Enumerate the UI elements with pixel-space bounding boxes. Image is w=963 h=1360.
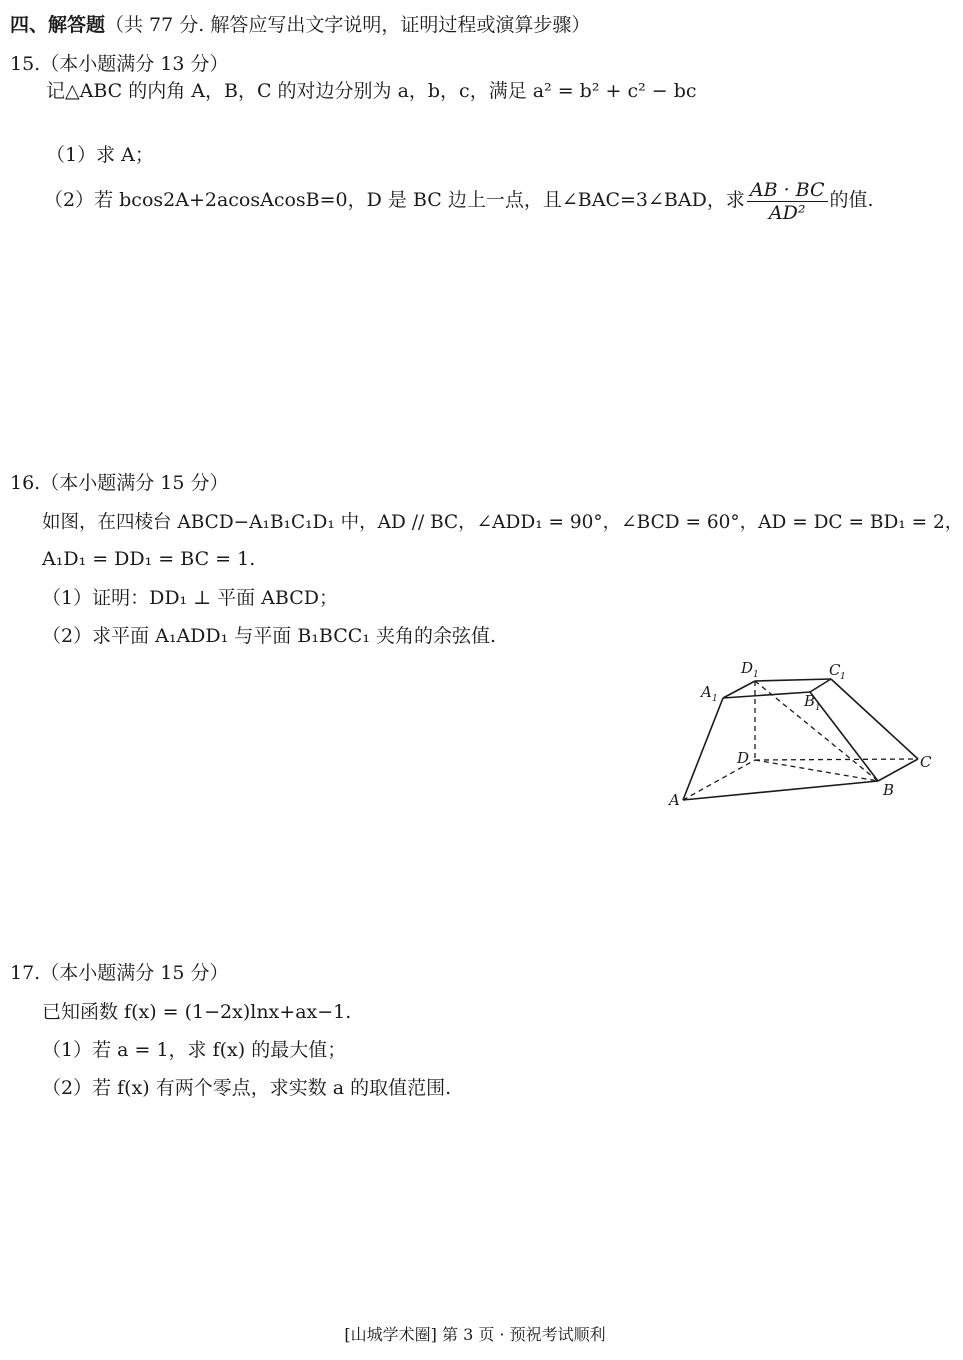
- edge-DC-hidden: [755, 759, 918, 760]
- q15-part2-condition: bcos2A+2acosAcosB=0，: [119, 189, 367, 211]
- label-B1: B: [804, 692, 816, 710]
- label-A1-sub: 1: [712, 694, 718, 704]
- label-A1: A: [701, 683, 712, 701]
- edge-AA1: [683, 698, 723, 800]
- section-title: 四、解答题: [10, 14, 106, 36]
- q17-header: 17.（本小题满分 15 分）: [10, 962, 229, 984]
- q15-partial-bottom-line: （1）求 A；: [46, 144, 154, 166]
- edge-A1B1: [723, 692, 810, 698]
- label-C: C: [920, 753, 932, 771]
- q17-part1: （1）若 a = 1，求 f(x) 的最大值；: [42, 1039, 347, 1061]
- label-A: A: [669, 791, 680, 809]
- q15-part2-d-text: D 是 BC 边上一点，且∠BAC=3∠BAD，求: [366, 189, 745, 211]
- q16-part1: （1）证明：DD₁ ⊥ 平面 ABCD；: [42, 587, 338, 609]
- edge-AB: [683, 781, 878, 800]
- edge-C1C: [831, 679, 918, 759]
- q15-fraction: [747, 179, 828, 224]
- q15-part2: [44, 175, 874, 225]
- frustum-figure: [665, 655, 945, 815]
- label-C1-sub: 1: [840, 672, 846, 682]
- q17-part2: （2）若 f(x) 有两个零点，求实数 a 的取值范围.: [42, 1077, 452, 1099]
- edge-D1C1: [755, 679, 831, 681]
- q16-part2: （2）求平面 A₁ADD₁ 与平面 B₁BCC₁ 夹角的余弦值.: [42, 625, 497, 647]
- section-note: （共 77 分. 解答应写出文字说明，证明过程或演算步骤）: [105, 14, 591, 36]
- q17-intro: 已知函数 f(x) = (1−2x)lnx+ax−1.: [42, 1001, 352, 1023]
- label-B: B: [883, 781, 895, 799]
- fraction-numerator: AB · BC: [747, 179, 828, 202]
- edge-BC: [878, 759, 918, 781]
- fraction-denominator: AD²: [768, 201, 806, 224]
- section-heading: [10, 13, 590, 37]
- q16-header: 16.（本小题满分 15 分）: [10, 472, 229, 494]
- q15-part2-prefix: （2）若: [44, 189, 114, 211]
- q16-intro: 如图，在四棱台 ABCD−A₁B₁C₁D₁ 中，AD // BC，∠ADD₁ = 90°，∠BCD = 60°，AD = DC = BD₁ = 2，: [42, 512, 963, 533]
- q15-obscured-region: [20, 80, 920, 166]
- label-C1: C: [829, 661, 841, 679]
- edge-DB-hidden: [755, 760, 878, 781]
- label-D1: D: [741, 659, 754, 677]
- edge-BD1-hidden: [755, 681, 878, 781]
- label-D1-sub: 1: [753, 670, 759, 680]
- q15-partial-top-line: 记△ABC 的内角 A，B，C 的对边分别为 a，b，c，满足 a² = b² + c² − bc: [46, 80, 697, 102]
- edge-C1B1: [810, 679, 831, 692]
- page-footer: [山城学术圈] 第 3 页 · 预祝考试顺利: [344, 1325, 606, 1344]
- label-B1-sub: 1: [815, 703, 821, 713]
- q15-header: 15.（本小题满分 13 分）: [10, 53, 229, 75]
- q15-part2-suffix: 的值.: [829, 189, 874, 211]
- label-D: D: [737, 749, 750, 767]
- q16-intro-2: A₁D₁ = DD₁ = BC = 1.: [42, 548, 256, 570]
